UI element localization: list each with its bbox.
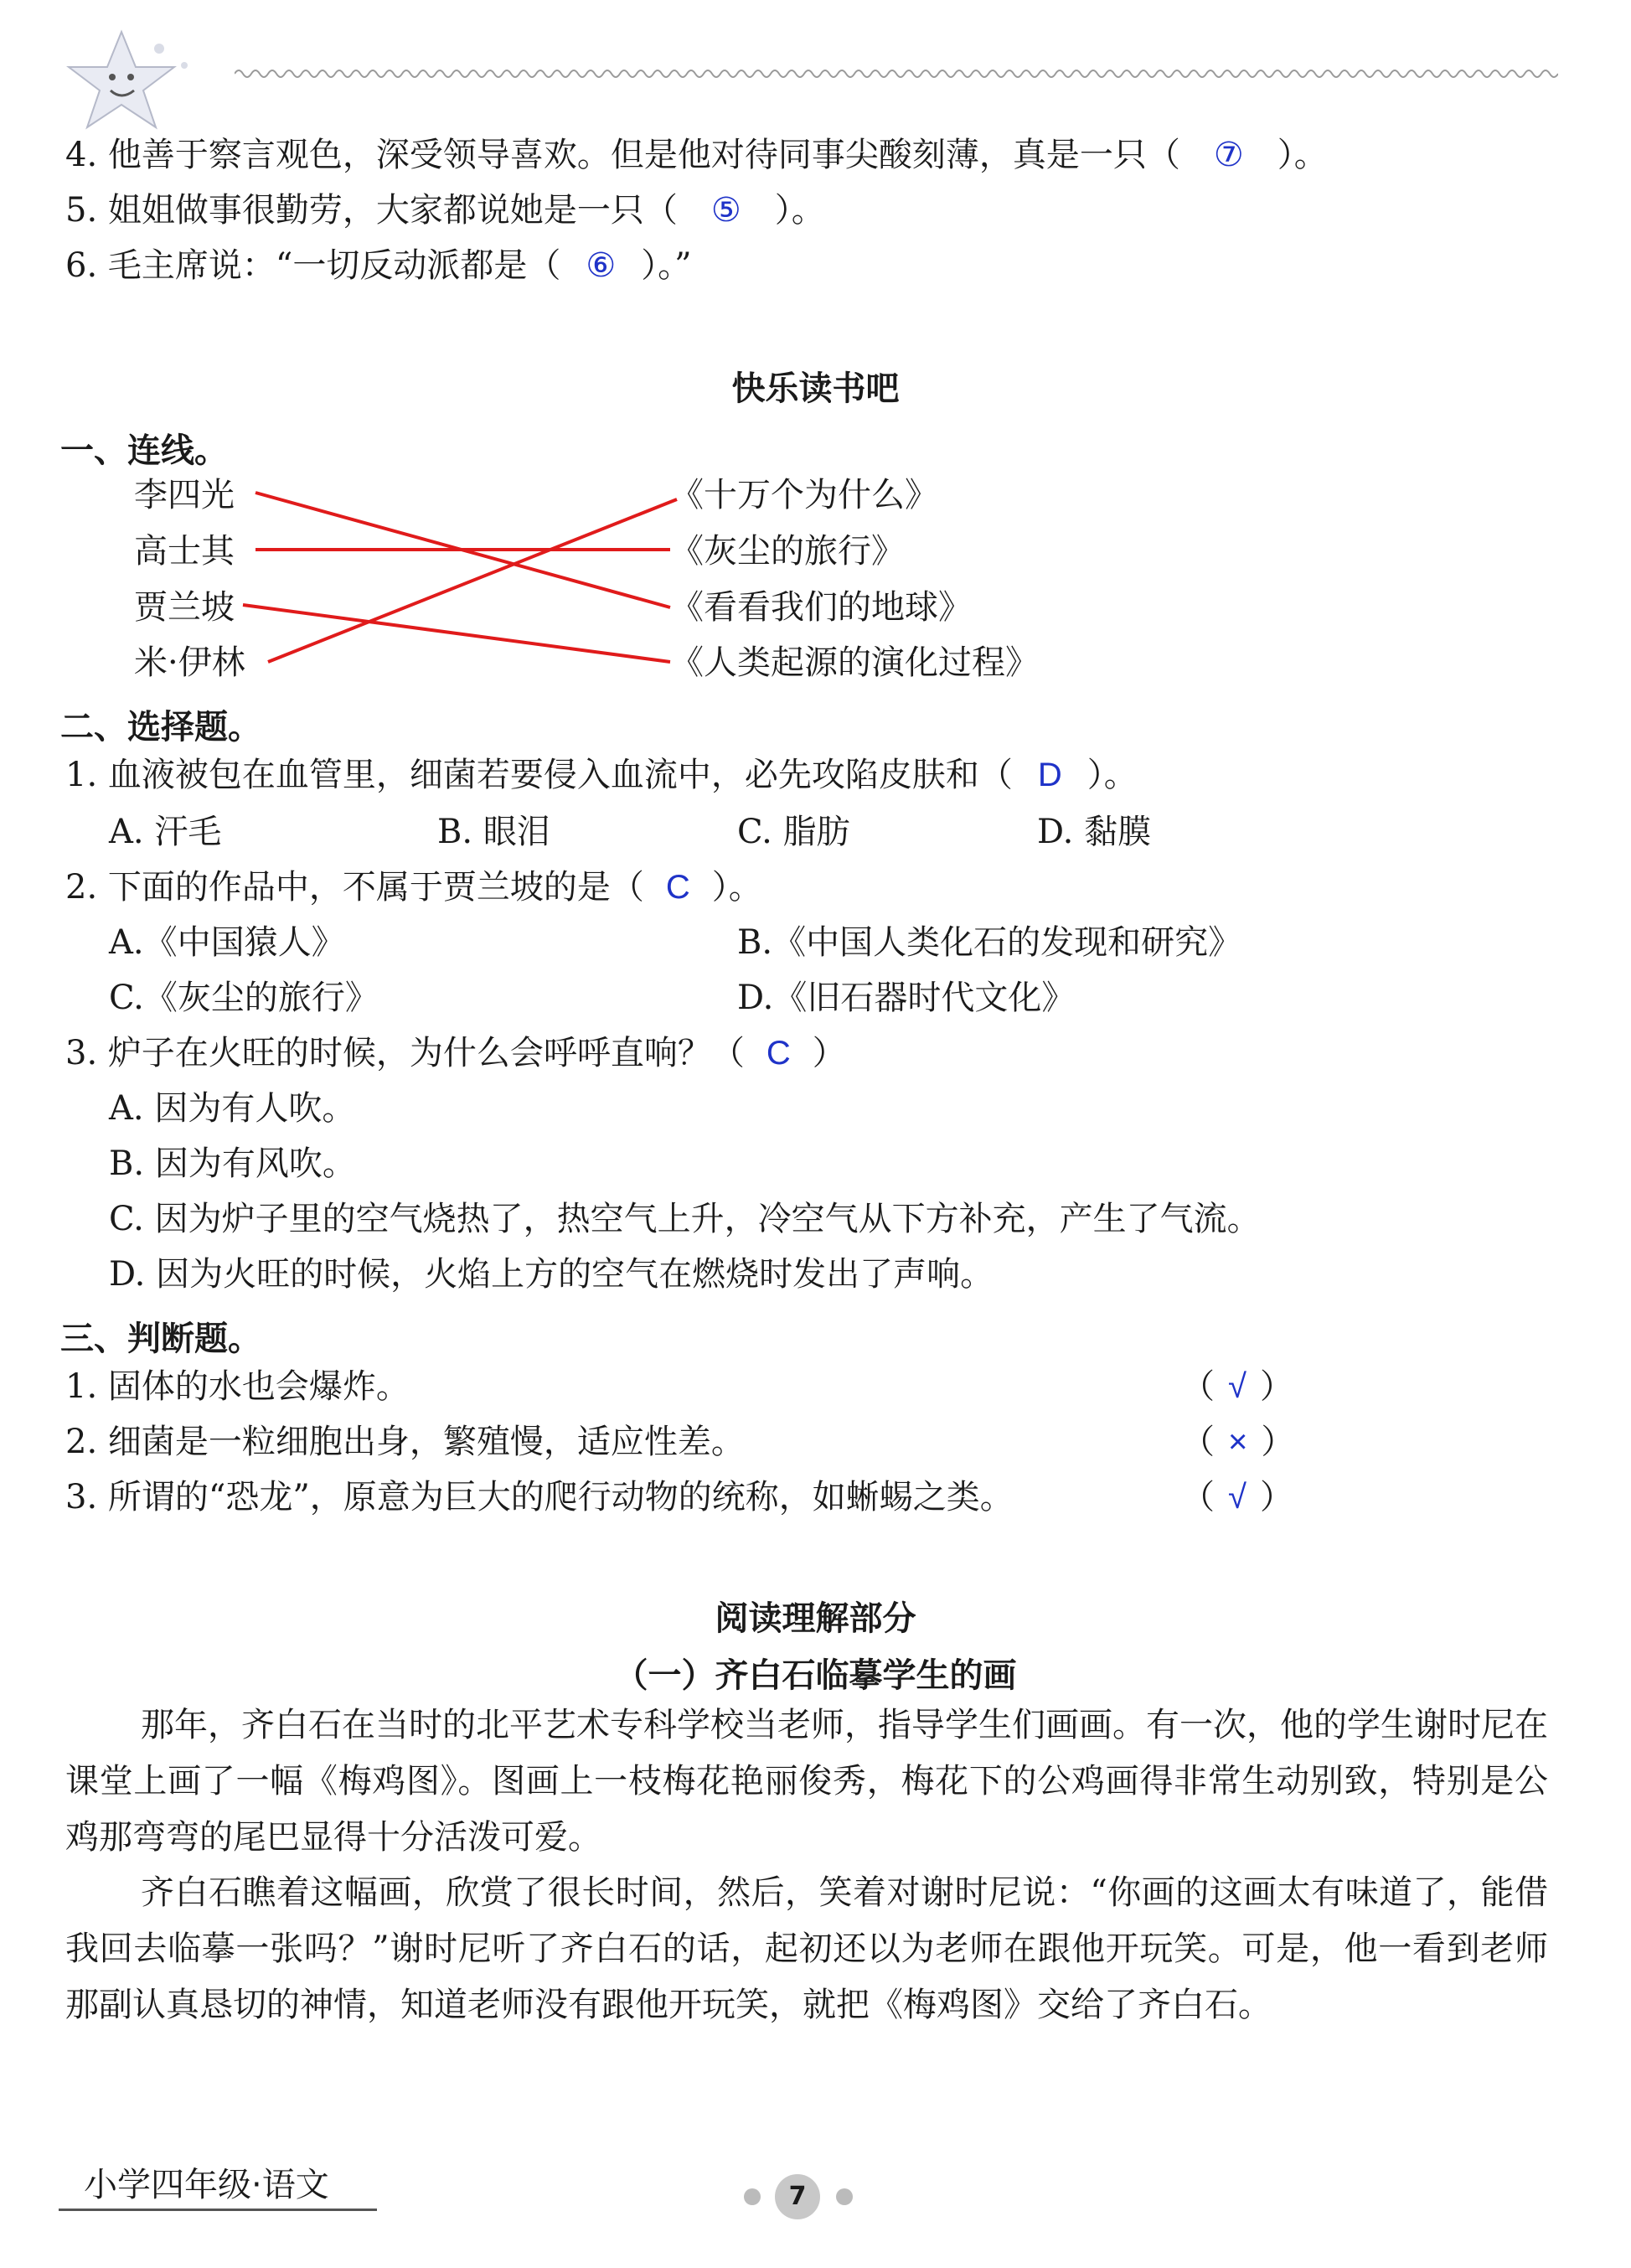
page-number: 7 bbox=[775, 2174, 820, 2219]
choice-q1: 1. 血液被包在血管里，细菌若要侵入血流中，必先攻陷皮肤和（ D ）。 bbox=[65, 756, 1138, 794]
choice-q1-opt-a: A. 汗毛 bbox=[109, 813, 222, 851]
choice-q2-opt-d: D.《旧石器时代文化》 bbox=[737, 979, 1076, 1017]
judge-q3: 3. 所谓的“恐龙”，原意为巨大的爬行动物的统称，如蜥蜴之类。 bbox=[65, 1478, 1014, 1516]
choice-q1-opt-c: C. 脂肪 bbox=[737, 813, 850, 851]
choice-q2-opt-a: A.《中国猿人》 bbox=[109, 923, 345, 962]
choice-q3-opt-c: C. 因为炉子里的空气烧热了，热空气上升，冷空气从下方补充，产生了气流。 bbox=[109, 1200, 1261, 1238]
judge-q1: 1. 固体的水也会爆炸。 bbox=[65, 1367, 410, 1406]
choice-q1-opt-b: B. 眼泪 bbox=[437, 813, 550, 851]
choice-q2-opt-c: C.《灰尘的旅行》 bbox=[109, 979, 379, 1017]
judge-q2: 2. 细菌是一粒细胞出身，繁殖慢，适应性差。 bbox=[65, 1423, 745, 1461]
choice-q3: 3. 炉子在火旺的时候，为什么会呼呼直响？（ C ） bbox=[65, 1034, 846, 1072]
match-right-1: 《灰尘的旅行》 bbox=[670, 532, 905, 571]
section-title-reading-bar: 快乐读书吧 bbox=[731, 369, 900, 408]
match-right-3: 《人类起源的演化过程》 bbox=[670, 643, 1039, 682]
choice-q1-answer: D bbox=[1037, 757, 1062, 793]
match-right-2: 《看看我们的地球》 bbox=[670, 588, 972, 627]
matching-lines bbox=[0, 0, 1631, 754]
choice-q3-opt-b: B. 因为有风吹。 bbox=[109, 1144, 356, 1183]
match-right-0: 《十万个为什么》 bbox=[670, 476, 938, 514]
match-left-3: 米·伊林 bbox=[134, 643, 245, 682]
answer-5: ⑤ bbox=[710, 192, 741, 229]
question-4: 4. 他善于察言观色，深受领导喜欢。但是他对待同事尖酸刻薄，真是一只（ ⑦ ）。 bbox=[65, 136, 1328, 174]
match-left-2: 贾兰坡 bbox=[134, 588, 235, 627]
question-5: 5. 姐姐做事很勤劳，大家都说她是一只（ ⑤ ）。 bbox=[65, 191, 825, 230]
match-line-mi-yilin bbox=[268, 499, 677, 662]
answer-6: ⑥ bbox=[586, 247, 617, 284]
choice-q3-opt-d: D. 因为火旺的时候，火焰上方的空气在燃烧时发出了声响。 bbox=[109, 1255, 994, 1294]
answer-4: ⑦ bbox=[1213, 137, 1244, 173]
passage-paragraph-1: 那年，齐白石在当时的北平艺术专科学校当老师，指导学生们画画。有一次，他的学生谢时尼在课堂上画了一幅《梅鸡图》。图画上一枝梅花艳丽俊秀，梅花下的公鸡画得非常生动别致，特别是公鸡那弯弯的尾巴显得十分活泼可爱。 bbox=[65, 1706, 1548, 1857]
footer-dot-left bbox=[744, 2188, 761, 2205]
footer-underline bbox=[59, 2209, 377, 2211]
choice-q3-answer: C bbox=[766, 1035, 791, 1072]
footer-grade: 小学四年级·语文 bbox=[84, 2166, 329, 2204]
passage-title: （一）齐白石临摹学生的画 bbox=[614, 1656, 1017, 1695]
match-left-1: 高士其 bbox=[134, 532, 235, 571]
question-6: 6. 毛主席说：“一切反动派都是（ ⑥ ）。” bbox=[65, 246, 692, 285]
sec-choice: 二、选择题。 bbox=[60, 708, 261, 747]
choice-q1-opt-d: D. 黏膜 bbox=[1037, 813, 1152, 851]
section-title-comprehension: 阅读理解部分 bbox=[715, 1599, 916, 1638]
choice-q2: 2. 下面的作品中，不属于贾兰坡的是（ C ）。 bbox=[65, 868, 762, 907]
choice-q2-opt-b: B.《中国人类化石的发现和研究》 bbox=[737, 923, 1242, 962]
choice-q2-answer: C bbox=[665, 869, 690, 906]
match-line-jia-lanpo bbox=[243, 605, 670, 662]
judge-q3-answer: （ √ ） bbox=[1181, 1478, 1293, 1516]
sec-matching: 一、连线。 bbox=[60, 431, 228, 470]
footer-dot-right bbox=[836, 2188, 853, 2205]
choice-q3-opt-a: A. 因为有人吹。 bbox=[109, 1089, 356, 1128]
sec-judge: 三、判断题。 bbox=[60, 1320, 261, 1358]
match-left-0: 李四光 bbox=[134, 476, 235, 514]
passage-paragraph-2: 齐白石瞧着这幅画，欣赏了很长时间，然后，笑着对谢时尼说：“你画的这画太有味道了，能借我回去临摹一张吗？”谢时尼听了齐白石的话，起初还以为老师在跟他开玩笑。可是，他一看到老师那副认真恳切的神情，知道老师没有跟他开玩笑，就把《梅鸡图》交给了齐白石。 bbox=[65, 1873, 1548, 2024]
judge-q2-answer: （ × ） bbox=[1181, 1423, 1295, 1461]
judge-q1-answer: （ √ ） bbox=[1181, 1367, 1293, 1406]
